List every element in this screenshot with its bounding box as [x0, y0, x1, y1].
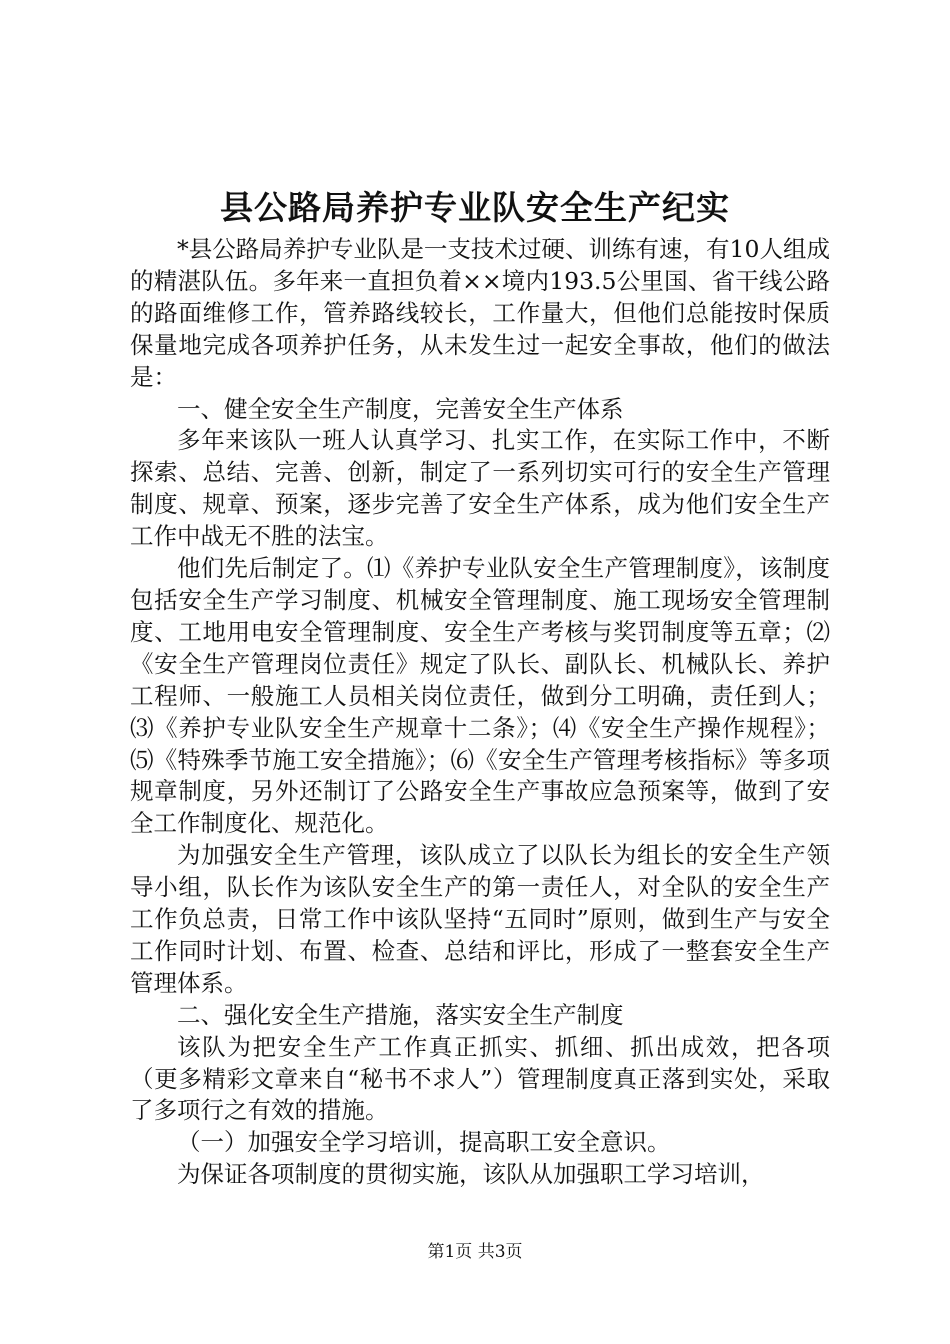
subsection-heading-1: （一）加强安全学习培训，提高职工安全意识。 [177, 1128, 671, 1157]
paragraph-subsection1-a: 为保证各项制度的贯彻实施，该队从加强职工学习培训， [177, 1160, 765, 1189]
paragraph-section1-a: 多年来该队一班人认真学习、扎实工作，在实际工作中，不断探索、总结、完善、创新，制定了一系列切实可行的安全生产管理制度、规章、预案，逐步完善了安全生产体系，成为他们安全生产工作中战无不胜的法宝。 [130, 426, 830, 551]
section-heading-2: 二、强化安全生产措施，落实安全生产制度 [177, 1000, 624, 1029]
paragraph-section2-a: 该队为把安全生产工作真正抓实、抓细、抓出成效，把各项（更多精彩文章来自“秘书不求人”）管理制度真正落到实处，采取了多项行之有效的措施。 [130, 1032, 830, 1125]
paragraph-intro: *县公路局养护专业队是一支技术过硬、训练有速，有10人组成的精湛队伍。多年来一直担负着××境内193.5公里国、省干线公路的路面维修工作，管养路线较长，工作量大，但他们总能按时保质保量地完成各项养护任务，从未发生过一起安全事故，他们的做法是： [130, 235, 830, 391]
document-title: 县公路局养护专业队安全生产纪实 [220, 188, 730, 227]
section-heading-1: 一、健全安全生产制度，完善安全生产体系 [177, 394, 624, 423]
paragraph-section1-b: 他们先后制定了。⑴《养护专业队安全生产管理制度》，该制度包括安全生产学习制度、机械安全管理制度、施工现场安全管理制度、工地用电安全管理制度、安全生产考核与奖罚制度等五章；⑵《安全生产管理岗位责任》规定了队长、副队长、机械队长、养护工程师、一般施工人员相关岗位责任，做到分工明确，责任到人；⑶《养护专业队安全生产规章十二条》；⑷《安全生产操作规程》；⑸《特殊季节施工安全措施》；⑹《安全生产管理考核指标》等多项规章制度，另外还制订了公路安全生产事故应急预案等，做到了安全工作制度化、规范化。 [130, 554, 830, 838]
document-body [130, 234, 830, 1191]
page-footer: 第1页 共3页 [427, 1242, 523, 1262]
paragraph-section1-c: 为加强安全生产管理，该队成立了以队长为组长的安全生产领导小组，队长作为该队安全生产的第一责任人，对全队的安全生产工作负总责，日常工作中该队坚持“五同时”原则，做到生产与安全工作同时计划、布置、检查、总结和评比，形成了一整套安全生产管理体系。 [130, 841, 830, 997]
